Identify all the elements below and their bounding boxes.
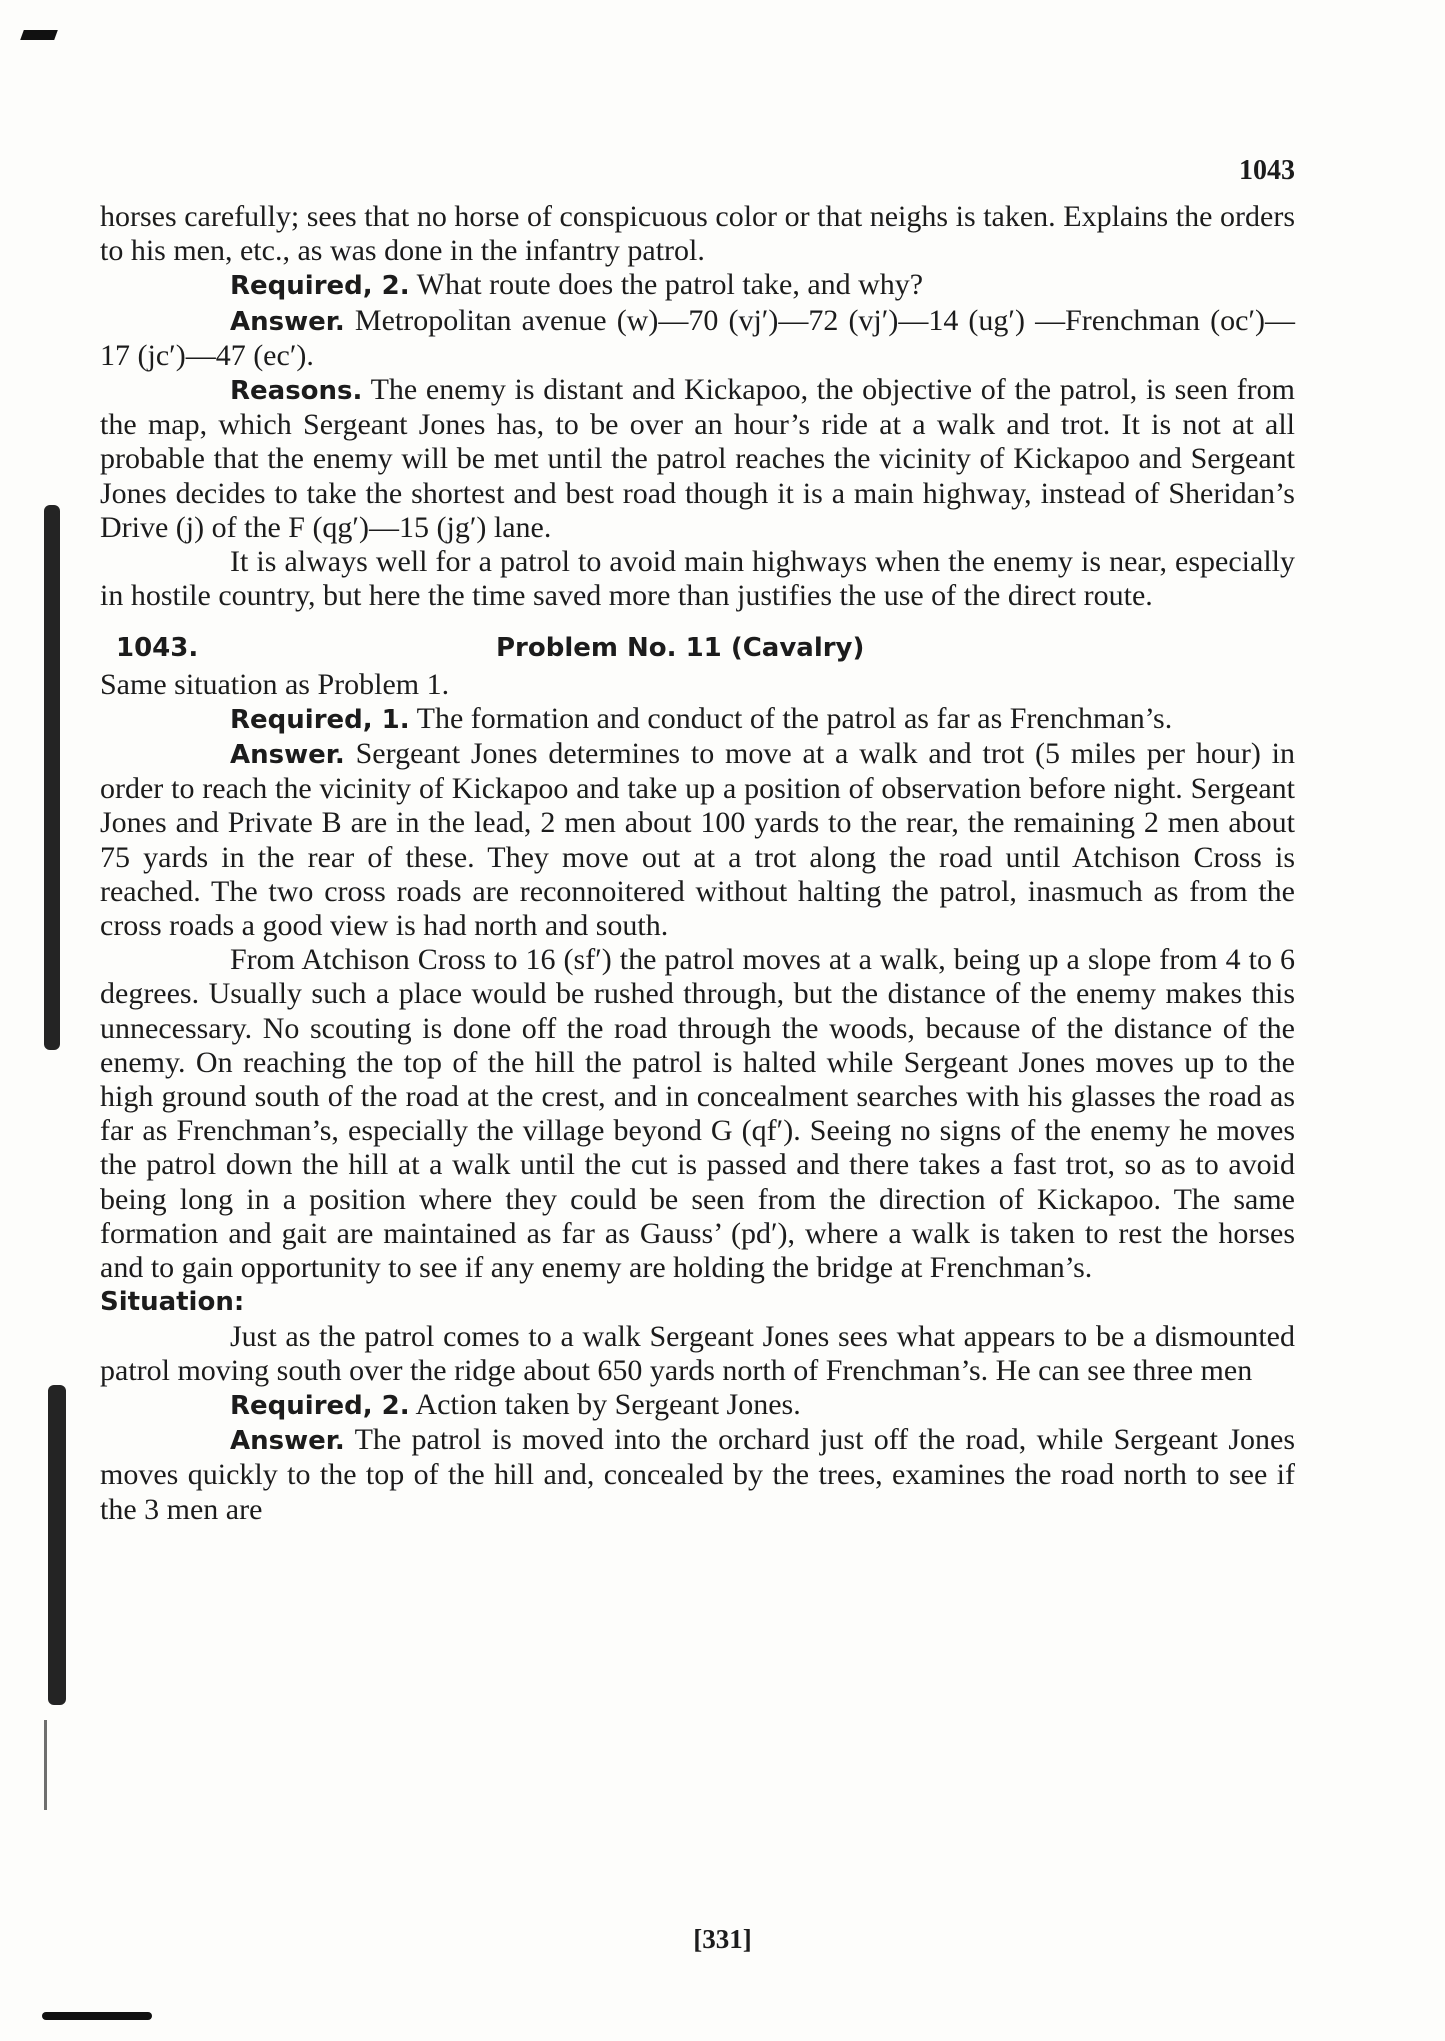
paragraph-text: Action taken by Sergeant Jones.	[415, 1387, 801, 1421]
paragraph-horses: horses carefully; sees that no horse of conspicuous color or that neighs is taken. Explains the orders to his men, etc., as was done in the infantry patrol.	[100, 200, 1295, 268]
run-in-label: Answer.	[230, 306, 345, 337]
paragraph-reasons	[100, 373, 1295, 545]
run-in-label: Reasons.	[230, 376, 363, 407]
paragraph-text: Sergeant Jones determines to move at a walk and trot (5 miles per hour) in order to reach the vicinity of Kickapoo and take up a position of observation before night. Sergeant Jones and Private B are in the lead, 2 men about 100 yards to the rear, the remaining 2 men about 75 yards in the rear of these. They move out at a trot along the road until Atchison Cross is reached. The two cross roads are reconnoitered without halting the patrol, inasmuch as from the cross roads a good view is had north and south.	[100, 737, 1296, 943]
scan-binding-mark-lower	[48, 1385, 66, 1705]
paragraph-text: The patrol is moved into the orchard just off the road, while Sergeant Jones moves quickly to the top of the hill and, concealed by the trees, examines the road north to see if the 3 men are	[100, 1423, 1295, 1526]
paragraph-situation: Just as the patrol comes to a walk Sergeant Jones sees what appears to be a dismounted patrol moving south over the ridge about 650 yards north of Frenchman’s. He can see three men	[100, 1319, 1295, 1387]
situation-heading: Situation:	[100, 1287, 245, 1318]
paragraph-text: Metropolitan avenue (w)—70 (vj′)—72 (vj′)—14 (ug′) —Frenchman (oc′)—17 (jc′)—47 (ec′).	[100, 303, 1296, 372]
paragraph-required-2	[100, 268, 1295, 303]
paragraph-text: The enemy is distant and Kickapoo, the objective of the patrol, is seen from the map, which Sergeant Jones has, to be over an hour’s ride at a walk and trot. It is not at all probable that the enemy will be met until the patrol reaches the vicinity of Kickapoo and Sergeant Jones decides to take the shortest and best road though it is a main highway, instead of Sheridan’s Drive (j) of the F (qg′)—15 (jg′) lane.	[100, 373, 1295, 544]
paragraph-answer-orchard	[100, 1423, 1295, 1527]
scan-bottom-mark	[42, 2012, 152, 2020]
page-header-number: 1043	[1239, 155, 1295, 186]
problem-number: 1043.	[116, 633, 199, 664]
page-body	[100, 200, 1295, 1527]
run-in-label: Required, 2.	[230, 1390, 410, 1421]
scan-binding-mark-upper	[44, 505, 60, 1050]
paragraph-answer-route	[100, 304, 1295, 373]
problem-heading	[100, 631, 1295, 665]
problem-title: Problem No. 11 (Cavalry)	[496, 633, 865, 664]
run-in-label: Required, 1.	[230, 704, 410, 735]
scan-corner-mark	[20, 30, 58, 40]
paragraph-text: What route does the patrol take, and why?	[416, 268, 924, 302]
run-in-label: Answer.	[230, 1426, 345, 1457]
run-in-label: Required, 2.	[230, 271, 410, 302]
run-in-label: Answer.	[230, 740, 345, 771]
scan-binding-line	[44, 1720, 47, 1810]
paragraph-answer-formation	[100, 737, 1295, 943]
paragraph-always: It is always well for a patrol to avoid main highways when the enemy is near, especially in hostile country, but here the time saved more than justifies the use of the direct route.	[100, 545, 1295, 613]
paragraph-same-situation: Same situation as Problem 1.	[100, 667, 450, 701]
paragraph-required-1	[100, 702, 1295, 737]
paragraph-atchison: From Atchison Cross to 16 (sf′) the patrol moves at a walk, being up a slope from 4 to 6 degrees. Usually such a place would be rushed through, but the distance of the enemy makes this unnecessary. No scouting is done off the road through the woods, because of the distance of the enemy. On reaching the top of the hill the patrol is halted while Sergeant Jones moves up to the high ground south of the road at the crest, and in concealment searches with his glasses the road as far as Frenchman’s, especially the village beyond G (qf′). Seeing no signs of the enemy he moves the patrol down the hill at a walk until the cut is passed and there takes a fast trot, so as to avoid being long in a position where they could be seen from the direction of Kickapoo. The same formation and gait are maintained as far as Gauss’ (pd′), where a walk is taken to rest the horses and to gain opportunity to see if any enemy are holding the bridge at Frenchman’s.	[100, 943, 1295, 1285]
page-footer-number: [331]	[693, 1924, 752, 1954]
paragraph-required-2b	[100, 1388, 1295, 1423]
paragraph-text: The formation and conduct of the patrol as far as Frenchman’s.	[416, 701, 1173, 735]
